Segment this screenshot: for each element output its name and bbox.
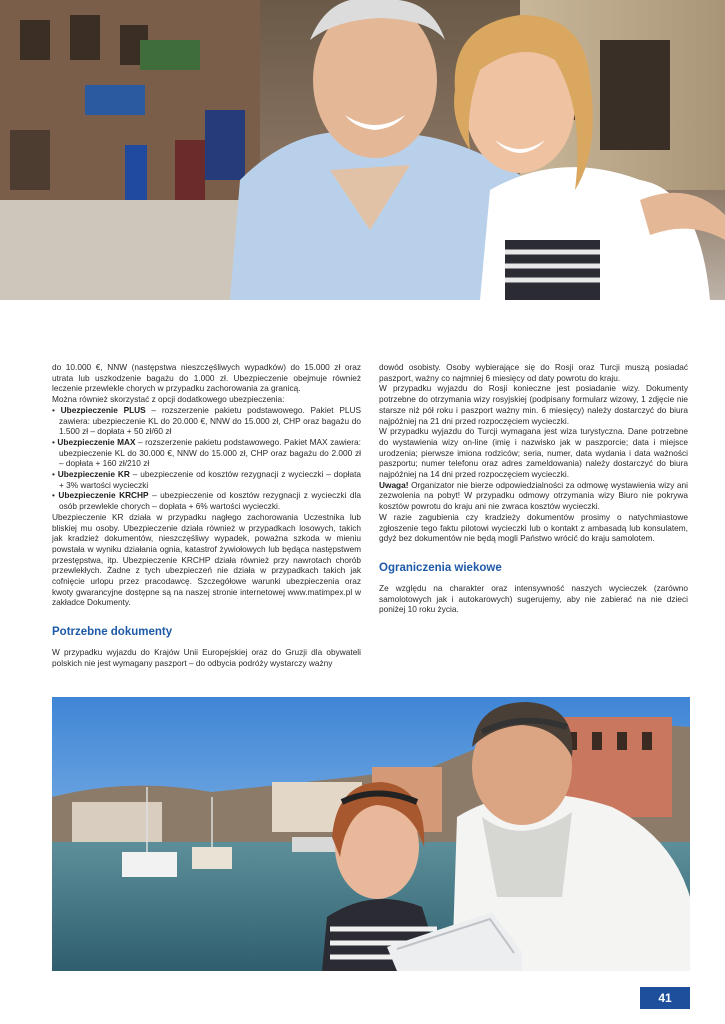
photo-senior-couple-street [0,0,725,300]
russia-visa-paragraph: W przypadku wyjazdu do Rosji konieczne jest posiadanie wizy. Dokumenty potrzebne do otrzymania wizy rosyjskiej (podpisany formularz wizowy, 1 zdjęcie nie starsze niż pół roku i paszport ważny min. 6 miesięcy) należy dostarczyć do biura najpóźniej na 21 dni przed rozpoczęciem wycieczki. [379,383,688,426]
insurance-option-krchp [52,490,361,511]
insurance-option-max [52,437,361,469]
turkey-visa-paragraph: W przypadku wyjazdu do Turcji wymagana jest wiza turystyczna. Dane potrzebne do wystawienia wizy on-line (imię i nazwisko jak w paszporcie; data i miejsce urodzenia; pierwsze imiona rodziców; seria, numer, data wydania i data ważności paszportu; numer telefonu oraz adres zameldowania) należy dostarczyć do biura najpóźniej na 14 dni przed rozpoczęciem wycieczki. [379,426,688,480]
option-name: Ubezpieczenie KR [57,469,130,480]
insurance-option-plus [52,405,361,437]
documents-paragraph: W przypadku wyjazdu do Krajów Unii Europejskiej oraz do Gruzji dla obywateli polskich nie jest wymagany paszport – do odbycia podróży wystarczy ważny [52,647,361,668]
warning-paragraph [379,480,688,512]
age-restrictions-paragraph: Ze względu na charakter oraz intensywność naszych wycieczek (zarówno samolotowych jak i autokarowych) sugerujemy, aby nie zabierać na nie dzieci poniżej 10 roku życia. [379,582,688,615]
insurance-intro: do 10.000 €, NNW (następstwa nieszczęśliwych wypadków) do 15.000 zł oraz utrata lub uszkodzenie bagażu do 1.000 zł. Ubezpieczenie obejmuje również leczenie przewlekle chorych w przypadku zachorowania za granicą. [52,362,361,394]
additional-insurance-lead: Można również skorzystać z opcji dodatkowego ubezpieczenia: [52,394,285,405]
option-text: – ubezpieczenie od kosztów rezygnacji z wycieczki dla osób przewlekle chorych – dopłata + 6% wartości wycieczki. [59,490,361,512]
option-name: Ubezpieczenie KRCHP [58,490,149,501]
warning-text: Organizator nie bierze odpowiedzialności za odmowę wystawienia wizy ani zezwolenia na pobyt! W przypadku odmowy otrzymania wizy Biuro nie pokrywa kosztów powrotu do kraju ani nie zwraca kosztów wycieczki. [379,479,688,512]
kr-insurance-paragraph: Ubezpieczenie KR działa w przypadku nagłego zachorowania Uczestnika lub bliskiej mu osoby. Ubezpieczenie działa również w przypadkach losowych, takich jak kradzież dokumentów, nieszczęśliwy wypadek, poważna szkoda w mieniu powstała w wyniku działania ognia, katastrof żywiołowych lub będąca następstwem przestępstwa, itp. Ubezpieczenie KRCHP działa również przy nawrotach chorób przewlekłych. Żadne z tych ubezpieczeń nie działa w przypadkach takich jak cofnięcie urlopu przez pracodawcę. Szczegółowe warunki ubezpieczenia oraz kwoty gwarancyjne dostępne są na naszej stronie internetowej www.matimpex.pl w zakładce Dokumenty. [52,511,361,608]
warning-label: Uwaga! [379,479,409,490]
documents-heading: Potrzebne dokumenty [52,626,173,639]
insurance-option-kr [52,469,361,490]
option-text: – rozszerzenie pakietu podstawowego. Pakiet MAX zawiera: ubezpieczenie KL do 30.000 €, NNW do 15.000 zł, CHP oraz bagażu do 2.000 zł – dopłata + 160 zł/210 zł [59,436,361,469]
left-column [52,362,361,669]
photo-couple-harbour [52,697,690,971]
right-column [379,362,688,615]
option-text: – ubezpieczenie od kosztów rezygnacji z wycieczki – dopłata + 3% wartości wycieczki [59,469,361,490]
option-text: – rozszerzenie pakietu podstawowego. Pakiet PLUS zawiera: ubezpieczenie KL do 20.000 €, NNW do 15.000 zł, CHP oraz bagażu do 1.500 zł – dopłata + 50 zł/60 zł [59,404,362,437]
id-card-paragraph: dowód osobisty. Osoby wybierające się do Rosji oraz Turcji muszą posiadać paszport, ważny co najmniej 6 miesięcy od daty powrotu do kraju. [379,362,688,383]
option-name: Ubezpieczenie MAX [57,436,136,447]
age-restrictions-heading: Ograniczenia wiekowe [379,561,502,574]
lost-documents-paragraph: W razie zagubienia czy kradzieży dokumentów prosimy o natychmiastowe zgłoszenie tego faktu pilotowi wycieczki lub o kontakt z ambasadą lub konsulatem, gdyż bez dokumentów nie będą mogli Państwo wrócić do kraju samolotem. [379,511,688,544]
insurance-options-list [52,405,361,512]
option-name: Ubezpieczenie PLUS [60,404,146,415]
page-number: 41 [640,987,690,1009]
